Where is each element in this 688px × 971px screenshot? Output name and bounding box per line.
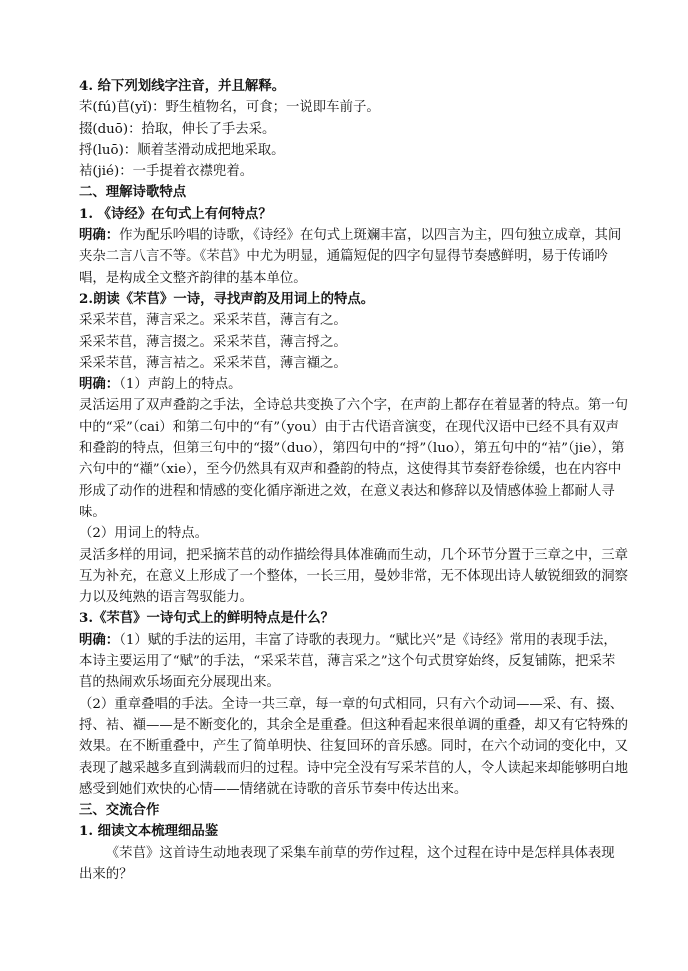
q4-item-4: 袺(jié)：一手提着衣襟兜着。 bbox=[79, 164, 254, 180]
q4-item-2: 掇(duō)：拾取，伸长了手去采。 bbox=[79, 121, 276, 137]
s3-q1-text: 《芣苢》这首诗生动地表现了采集车前草的劳作过程，这个过程在诗中是怎样具体表现出来的？ bbox=[79, 845, 615, 882]
s2-q2-answer-head bbox=[79, 374, 628, 395]
s2-q3-point2: （2）重章叠唱的手法。全诗一共三章，每一章的句式相同，只有六个动词——采、有、掇、捋、袺、襭——是不断变化的，其余全是重叠。但这种看起来很单调的重叠，却又有它特殊的效果。在不断重叠中，产生了简单明快、往复回环的音乐感。同时，在六个动词的变化中，又表现了越采越多直到满载而归的过程。诗中完全没有写采芣苢的人，令人读起来却能够明白地感受到她们欢快的心情——情绪就在诗歌的音乐节奏中传达出来。 bbox=[79, 696, 629, 797]
s2-q3-point1: （1）赋的手法的运用，丰富了诗歌的表现力。“赋比兴”是《诗经》常用的表现手法，本诗主要运用了“赋”的手法，“采采芣苢，薄言采之”这个句式贯穿始终，反复铺陈，把采芣苢的热闹欢乐场面充分展现出来。 bbox=[79, 632, 617, 691]
poem-line-3: 采采芣苢，薄言袺之。采采芣苢，薄言襭之。 bbox=[79, 355, 347, 371]
s3-q1-title: 1. 细读文本梳理细品鉴 bbox=[79, 823, 219, 840]
q4-item-1: 芣(fú)苢(yǐ)：野生植物名，可食；一说即车前子。 bbox=[79, 100, 380, 116]
s2-q2-point2-text: 灵活多样的用词，把采摘芣苢的动作描绘得具体准确而生动，几个环节分置于三章之中，三章互为补充，在意义上形成了一个整体，一长三用，曼妙非常，无不体现出诗人敏锐细致的洞察力以及纯熟的语言驾驭能力。 bbox=[79, 547, 629, 606]
s2-q2-title: 2.朗读《芣苢》一诗，寻找声韵及用词上的特点。 bbox=[79, 290, 375, 307]
s2-q2-point1-head: （1）声韵上的特点。 bbox=[119, 377, 242, 393]
section2-heading: 二、理解诗歌特点 bbox=[79, 184, 187, 201]
q4-title: 4. 给下列划线字注音，并且解释。 bbox=[79, 78, 286, 94]
poem-line-2: 采采芣苢，薄言掇之。采采芣苢，薄言捋之。 bbox=[79, 334, 347, 350]
s2-q3-title: 3.《芣苢》一诗句式上的鲜明特点是什么？ bbox=[79, 610, 335, 627]
s2-q3-answer bbox=[79, 630, 628, 694]
s2-q1-answer bbox=[79, 225, 628, 289]
section3-heading: 三、交流合作 bbox=[79, 802, 160, 819]
answer-label: 明确： bbox=[79, 376, 120, 393]
answer-label: 明确： bbox=[79, 631, 120, 648]
s2-q1-text: 作为配乐吟唱的诗歌，《诗经》在句式上斑斓丰富，以四言为主，四句独立成章，其间夹杂二言八言不等。《芣苢》中尤为明显，通篇短促的四字句显得节奏感鲜明，易于传诵吟唱，是构成全文整齐韵律的基本单位。 bbox=[79, 228, 622, 286]
s2-q1-title: 1. 《诗经》在句式上有何特点？ bbox=[79, 205, 272, 222]
s2-q2-point1-text: 灵活运用了双声叠韵之手法，全诗总共变换了六个字，在声韵上都存在着显著的特点。第一句中的“采”（cai）和第二句中的“有”（you）由于古代语音演变，在现代汉语中已经不具有双声和叠韵的特点，但第三句中的“掇”（duo），第四句中的“捋”（luo），第五句中的“袺”（jie），第六句中的“襭”（xie），至今仍然具有双声和叠韵的特点，这使得其节奏舒卷徐缓，也在内容中形成了动作的进程和情感的变化循序渐进之效，在意义表达和修辞以及情感体验上都耐人寻味。 bbox=[79, 398, 629, 520]
s2-q2-point2-head: （2）用词上的特点。 bbox=[79, 526, 209, 542]
poem-line-1: 采采芣苢，薄言采之。采采芣苢，薄言有之。 bbox=[79, 313, 347, 329]
answer-label: 明确： bbox=[79, 227, 120, 244]
q4-item-3: 捋(luō)：顺着茎滑动成把地采取。 bbox=[79, 142, 285, 158]
